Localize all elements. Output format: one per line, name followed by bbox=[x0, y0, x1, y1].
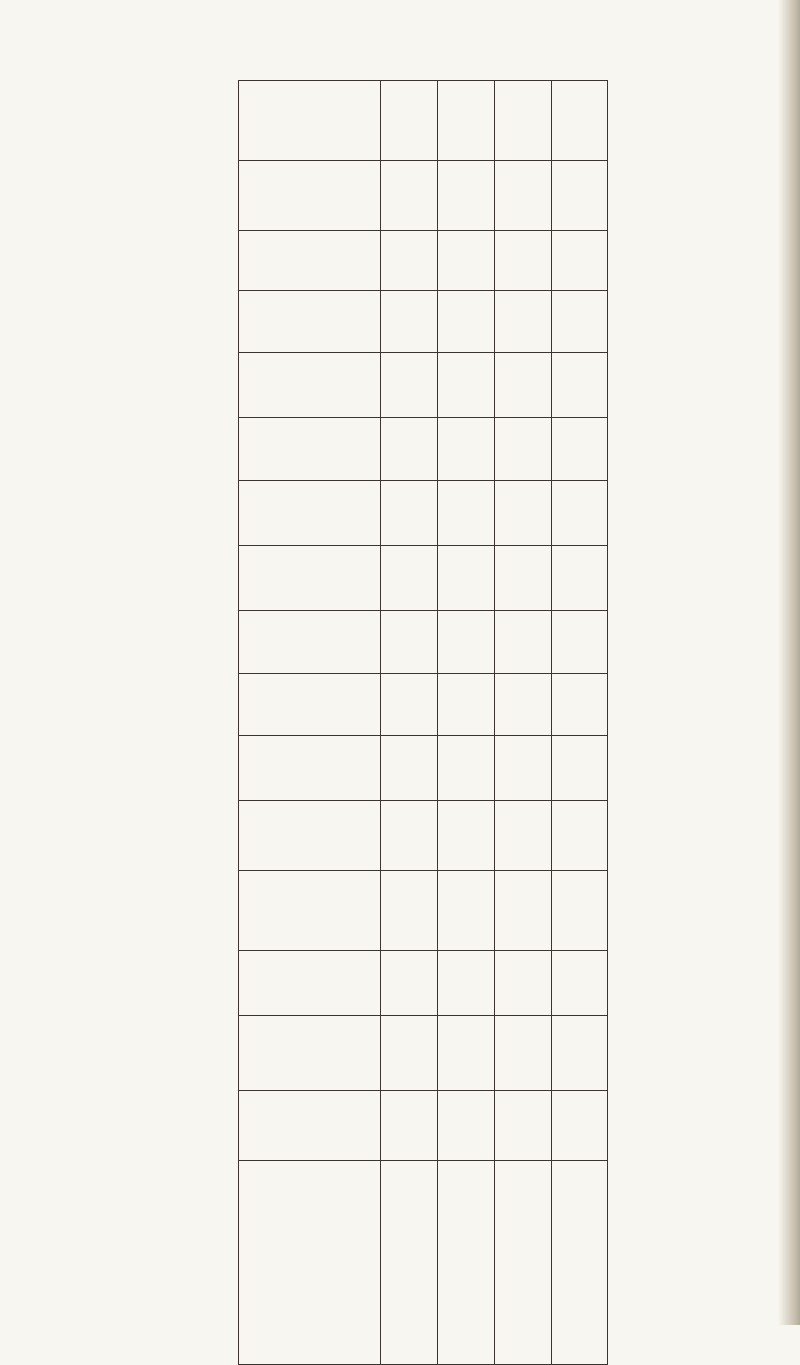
total-cell bbox=[238, 950, 608, 1015]
total-cell bbox=[238, 352, 608, 417]
total-cell bbox=[238, 673, 608, 735]
total-cell bbox=[238, 480, 608, 545]
total-cell bbox=[238, 800, 608, 870]
total-cell bbox=[238, 735, 608, 800]
total-cell bbox=[238, 160, 608, 230]
page-edge-shadow bbox=[778, 0, 800, 1325]
total-cell bbox=[238, 1015, 608, 1090]
total-cell bbox=[238, 290, 608, 352]
parish-name-cell bbox=[437, 1160, 494, 1365]
total-cell bbox=[238, 610, 608, 673]
parish-header-cell bbox=[238, 1160, 380, 1365]
parish-name-cell bbox=[380, 1160, 437, 1365]
parish-name-cell bbox=[494, 1160, 551, 1365]
total-cell bbox=[238, 80, 608, 160]
total-cell bbox=[238, 870, 608, 950]
title-box bbox=[195, 110, 235, 1290]
summary-table bbox=[238, 80, 608, 1365]
total-cell bbox=[238, 1090, 608, 1160]
total-cell bbox=[238, 545, 608, 610]
parish-name-cell bbox=[551, 1160, 608, 1365]
total-cell bbox=[238, 230, 608, 290]
total-cell bbox=[238, 417, 608, 480]
